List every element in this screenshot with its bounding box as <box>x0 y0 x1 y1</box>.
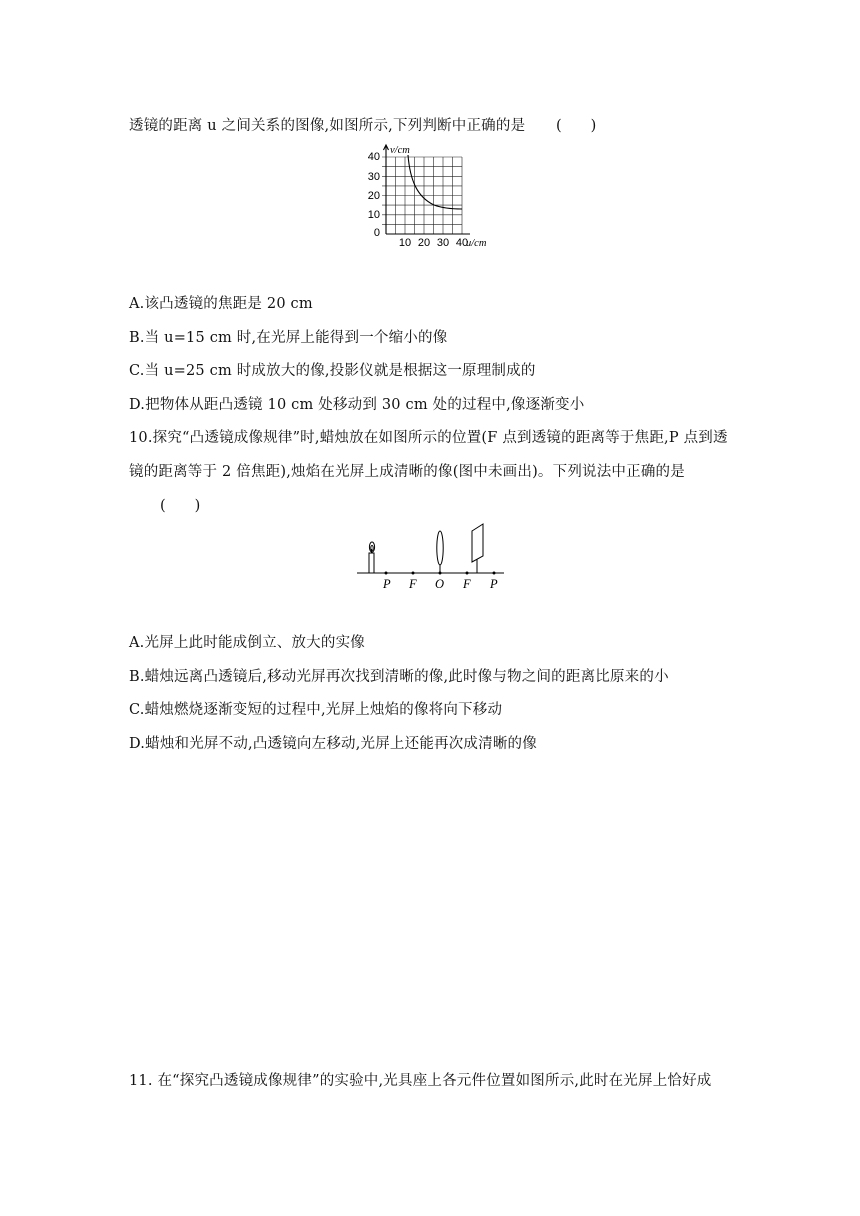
label-o: O <box>435 577 445 591</box>
q9-option-a: A.该凸透镜的焦距是 20 cm <box>129 296 313 312</box>
q10-option-a: A.光屏上此时能成倒立、放大的实像 <box>129 635 365 651</box>
q10-stem-line1: 10.探究“凸透镜成像规律”时,蜡烛放在如图所示的位置(F 点到透镜的距离等于焦距,P 点到透 <box>129 430 728 446</box>
q10-option-b: B.蜡烛远离凸透镜后,移动光屏再次找到清晰的像,此时像与物之间的距离比原来的小 <box>129 669 669 685</box>
label-f-left: F <box>409 577 417 591</box>
graph-ylabel: v/cm <box>390 145 410 156</box>
label-f-right: F <box>463 577 471 591</box>
graph-curve <box>408 155 462 209</box>
label-p-left: P <box>383 577 391 591</box>
graph-xtick-40: 40 <box>455 237 469 249</box>
light-screen <box>472 524 483 573</box>
q9-answer-paren: ( ) <box>556 118 597 134</box>
convex-lens <box>437 531 443 573</box>
q10-answer-paren: ( ) <box>160 498 201 514</box>
q9-graph <box>362 142 502 250</box>
q11-stem: 11. 在“探究凸透镜成像规律”的实验中,光具座上各元件位置如图所示,此时在光屏上恰好成 <box>129 1073 712 1089</box>
q9-option-c: C.当 u=25 cm 时成放大的像,投影仪就是根据这一原理制成的 <box>129 363 536 379</box>
q9-option-b: B.当 u=15 cm 时,在光屏上能得到一个缩小的像 <box>129 330 448 346</box>
graph-xtick-30: 30 <box>436 237 450 249</box>
graph-xtick-10: 10 <box>398 237 412 249</box>
q9-stem: 透镜的距离 u 之间关系的图像,如图所示,下列判断中正确的是 <box>129 118 526 134</box>
q10-option-d: D.蜡烛和光屏不动,凸透镜向左移动,光屏上还能再次成清晰的像 <box>129 736 537 752</box>
graph-ytick-20: 20 <box>367 190 380 202</box>
candle <box>369 542 375 573</box>
label-p-right: P <box>490 577 498 591</box>
graph-axes <box>384 145 471 234</box>
graph-ytick-30: 30 <box>367 171 380 183</box>
q10-diagram <box>352 522 512 592</box>
graph-origin: 0 <box>373 227 380 239</box>
graph-xlabel: u/cm <box>466 238 487 249</box>
q9-option-d: D.把物体从距凸透镜 10 cm 处移动到 30 cm 处的过程中,像逐渐变小 <box>129 397 585 413</box>
graph-xtick-20: 20 <box>417 237 431 249</box>
graph-ytick-10: 10 <box>367 209 380 221</box>
q10-stem-line2: 镜的距离等于 2 倍焦距),烛焰在光屏上成清晰的像(图中未画出)。下列说法中正确的是 <box>129 464 685 480</box>
graph-ytick-40: 40 <box>367 151 380 163</box>
q10-option-c: C.蜡烛燃烧逐渐变短的过程中,光屏上烛焰的像将向下移动 <box>129 702 503 718</box>
